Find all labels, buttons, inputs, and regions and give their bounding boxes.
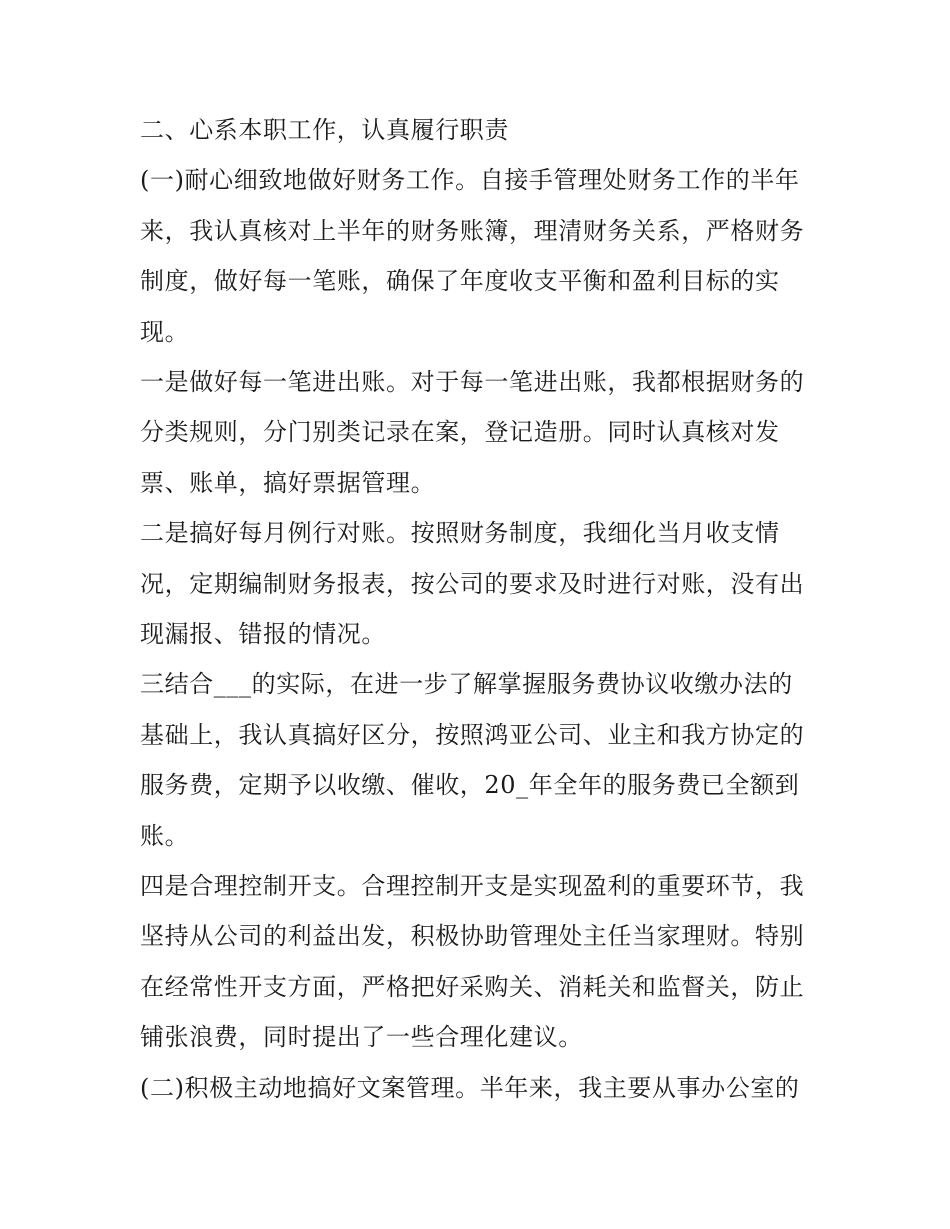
text-line: 况，定期编制财务报表，按公司的要求及时进行对账，没有出 bbox=[140, 570, 805, 598]
text-line: (二)积极主动地搞好文案管理。半年来，我主要从事办公室的 bbox=[140, 1074, 800, 1102]
text-line: 现漏报、错报的情况。 bbox=[140, 620, 386, 648]
text-line: 在经常性开支方面，严格把好采购关、消耗关和监督关，防止 bbox=[140, 973, 805, 1001]
text-line: 现。 bbox=[140, 318, 190, 346]
text-line: 制度，做好每一笔账，确保了年度收支平衡和盈利目标的实 bbox=[140, 267, 780, 295]
text-line: 分类规则，分门别类记录在案，登记造册。同时认真核对发 bbox=[140, 418, 780, 446]
text-line: 来，我认真核对上半年的财务账簿，理清财务关系，严格财务 bbox=[140, 217, 805, 245]
text-line: 基础上，我认真搞好区分，按照鸿亚公司、业主和我方协定的 bbox=[140, 721, 805, 749]
text-line: 坚持从公司的利益出发，积极协助管理处主任当家理财。特别 bbox=[140, 922, 805, 950]
text-line: 一是做好每一笔进出账。对于每一笔进出账，我都根据财务的 bbox=[140, 368, 805, 396]
text-line: 票、账单，搞好票据管理。 bbox=[140, 469, 436, 497]
text-line: 二是搞好每月例行对账。按照财务制度，我细化当月收支情 bbox=[140, 519, 780, 547]
text-line: 四是合理控制开支。合理控制开支是实现盈利的重要环节，我 bbox=[140, 872, 805, 900]
text-line: 三结合___的实际，在进一步了解掌握服务费协议收缴办法的 bbox=[140, 670, 793, 698]
text-line: (一)耐心细致地做好财务工作。自接手管理处财务工作的半年 bbox=[140, 166, 800, 194]
section-heading: 二、心系本职工作，认真履行职责 bbox=[140, 116, 509, 144]
text-line: 服务费，定期予以收缴、催收，20_年全年的服务费已全额到 bbox=[140, 771, 800, 799]
text-line: 铺张浪费，同时提出了一些合理化建议。 bbox=[140, 1023, 583, 1051]
text-line: 账。 bbox=[140, 822, 190, 850]
